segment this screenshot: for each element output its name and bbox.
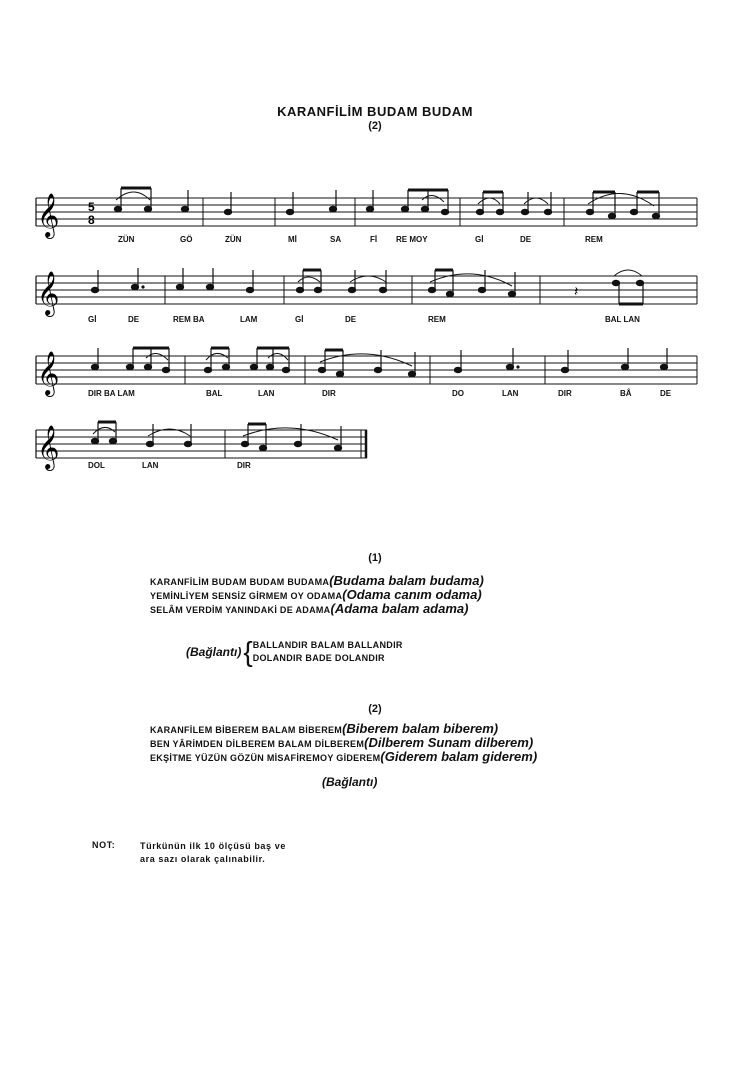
staff-system-2 bbox=[0, 256, 750, 336]
time-signature-top: 5 bbox=[88, 200, 95, 214]
svg-text:RE MOY: RE MOY bbox=[396, 235, 428, 244]
song-title: KARANFİLİM BUDAM BUDAM bbox=[277, 104, 473, 119]
slurs bbox=[116, 192, 654, 206]
svg-text:DOL: DOL bbox=[88, 461, 105, 470]
verse-line: EKŞİTME YÜZÜN GÖZÜN MİSAFİREMOY GİDEREM (Giderem balam giderem) bbox=[150, 749, 538, 764]
svg-text:DE: DE bbox=[520, 235, 532, 244]
treble-clef-icon: 𝄞 bbox=[37, 193, 60, 237]
verse-line: KARANFİLİM BUDAM BUDAM BUDAMA (Budama balam budama) bbox=[150, 573, 484, 588]
svg-text:Gİ: Gİ bbox=[475, 235, 484, 244]
lyrics bbox=[88, 389, 672, 398]
svg-text:DIR: DIR bbox=[237, 461, 251, 470]
svg-text:Fİ: Fİ bbox=[370, 235, 378, 244]
time-signature-bottom: 8 bbox=[88, 213, 95, 227]
treble-clef-icon: 𝄞 bbox=[37, 351, 60, 395]
verse-2-number: (2) bbox=[368, 703, 382, 715]
verse-2 bbox=[150, 722, 630, 764]
staff-system-1 bbox=[0, 178, 750, 258]
svg-text:LAN: LAN bbox=[142, 461, 159, 470]
staff-lines bbox=[36, 356, 697, 384]
svg-text:DE: DE bbox=[345, 315, 357, 324]
notes bbox=[91, 348, 667, 377]
staff-lines bbox=[36, 430, 367, 458]
staff-system-4 bbox=[0, 410, 750, 490]
brace-icon: { bbox=[243, 636, 253, 667]
svg-text:GÖ: GÖ bbox=[180, 235, 193, 244]
verse-1 bbox=[150, 574, 630, 616]
svg-text:ZÜN: ZÜN bbox=[118, 235, 135, 244]
svg-text:LAN: LAN bbox=[502, 389, 519, 398]
rest-icon: 𝄽 bbox=[574, 283, 579, 299]
slurs bbox=[146, 353, 412, 366]
svg-text:BAL: BAL bbox=[206, 389, 223, 398]
song-subtitle: (2) bbox=[368, 120, 382, 132]
baglanti-refrain bbox=[186, 638, 403, 666]
svg-text:REM: REM bbox=[428, 315, 446, 324]
svg-text:DO: DO bbox=[452, 389, 464, 398]
verse-line: SELÂM VERDİM YANINDAKİ DE ADAMA (Adama balam adama) bbox=[150, 601, 469, 616]
svg-text:BAL LAN: BAL LAN bbox=[605, 315, 640, 324]
svg-text:DIR: DIR bbox=[322, 389, 336, 398]
svg-text:REM BA: REM BA bbox=[173, 315, 205, 324]
note-line: Türkünün ilk 10 ölçüsü baş ve bbox=[140, 841, 286, 851]
svg-text:DIR: DIR bbox=[558, 389, 572, 398]
svg-text:DE: DE bbox=[660, 389, 672, 398]
verse-line: KARANFİLEM BİBEREM BALAM BİBEREM (Biberem balam biberem) bbox=[150, 721, 499, 736]
svg-text:Gİ: Gİ bbox=[88, 315, 97, 324]
verse-line: YEMİNLİYEM SENSİZ GİRMEM OY ODAMA (Odama canım odama) bbox=[150, 587, 482, 602]
svg-text:DE: DE bbox=[128, 315, 140, 324]
baglanti-line: BALLANDIR BALAM BALLANDIR bbox=[252, 640, 403, 650]
svg-text:ZÜN: ZÜN bbox=[225, 235, 242, 244]
notes bbox=[91, 422, 341, 451]
note-label: NOT: bbox=[92, 840, 116, 850]
baglanti-label-2: (Bağlantı) bbox=[322, 775, 378, 789]
svg-text:LAN: LAN bbox=[258, 389, 275, 398]
baglanti-line: DOLANDIR BADE DOLANDIR bbox=[252, 653, 385, 663]
baglanti-label: (Bağlantı) bbox=[186, 645, 242, 659]
svg-text:REM: REM bbox=[585, 235, 603, 244]
svg-text:SA: SA bbox=[330, 235, 342, 244]
lyrics bbox=[88, 315, 640, 324]
svg-text:Gİ: Gİ bbox=[295, 315, 304, 324]
treble-clef-icon: 𝄞 bbox=[37, 271, 60, 315]
staff-lines bbox=[36, 198, 697, 226]
lyrics bbox=[88, 461, 251, 470]
notes bbox=[114, 188, 659, 219]
verse-line: BEN YÂRİMDEN DİLBEREM BALAM DİLBEREM (Dilberem Sunam dilberem) bbox=[150, 735, 534, 750]
svg-text:BÂ: BÂ bbox=[620, 389, 632, 398]
note-text bbox=[140, 840, 286, 866]
verse-1-number: (1) bbox=[368, 552, 382, 564]
svg-text:LAM: LAM bbox=[240, 315, 258, 324]
slurs bbox=[298, 270, 642, 286]
staff-system-3 bbox=[0, 336, 750, 416]
treble-clef-icon: 𝄞 bbox=[37, 425, 60, 469]
svg-text:Mİ: Mİ bbox=[288, 235, 297, 244]
svg-text:DIR BA LAM: DIR BA LAM bbox=[88, 389, 135, 398]
note-line: ara sazı olarak çalınabilir. bbox=[140, 854, 266, 864]
lyrics bbox=[118, 235, 603, 244]
notes bbox=[91, 268, 643, 304]
